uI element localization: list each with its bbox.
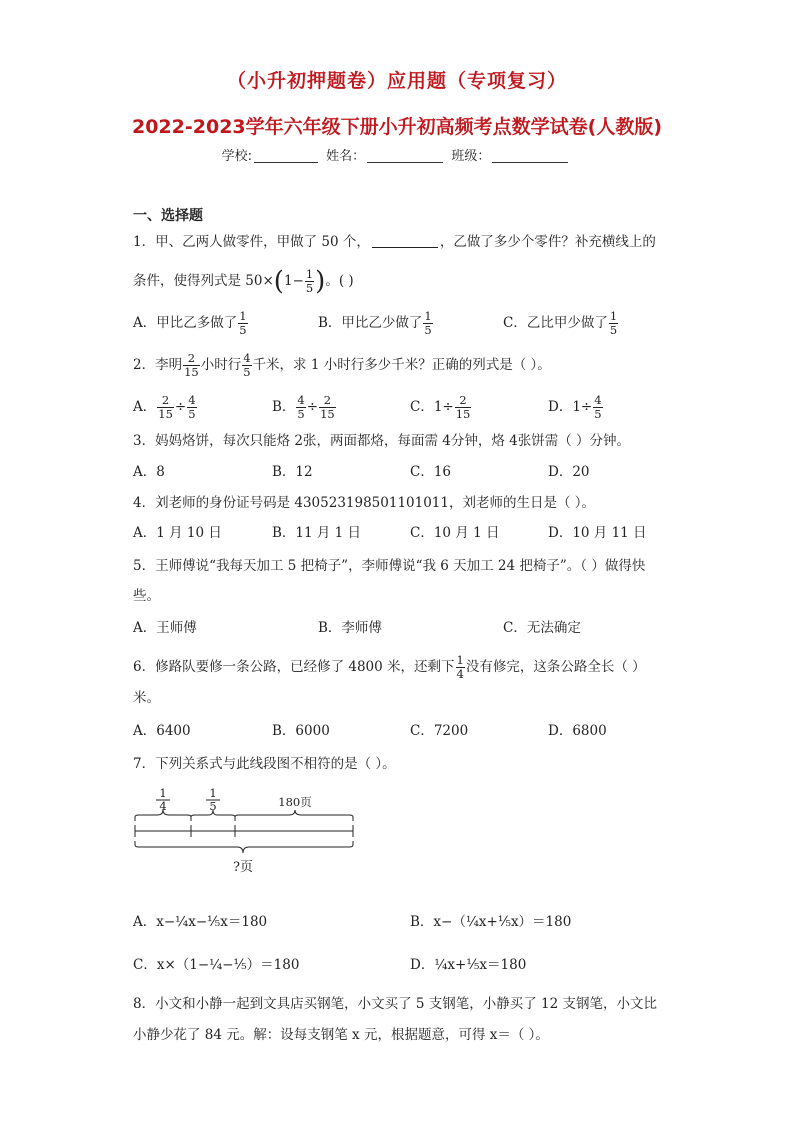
q1-answer-blank[interactable] — [372, 233, 438, 248]
question-6-line-1: 6．修路队要修一条公路，已经修了 4800 米，还剩下 $\frac{1}{4}$ 没有修完，这条公路全长（ ） — [133, 653, 646, 681]
student-info-row — [0, 145, 794, 164]
q6-option-b[interactable]: B．6000 — [272, 723, 330, 739]
q5-option-b[interactable]: B．李师傅 — [318, 620, 382, 636]
q1-option-c[interactable]: C．乙比甲少做了 $\frac{1}{5}$ — [503, 309, 618, 337]
q4-option-a[interactable]: A．1 月 10 日 — [133, 525, 222, 541]
question-6-line-2: 米。 — [133, 690, 160, 706]
brace-total — [135, 841, 353, 853]
question-3: 3．妈妈烙饼，每次只能烙 2张，两面都烙，每面需 4分钟，烙 4张饼需（ ）分钟。 — [133, 433, 631, 449]
q6-option-c[interactable]: C．7200 — [410, 723, 469, 739]
q4-option-d[interactable]: D．10 月 11 日 — [548, 525, 647, 541]
question-5-line-2: 些。 — [133, 588, 160, 604]
q5-option-c[interactable]: C．无法确定 — [503, 620, 581, 636]
q7-option-a[interactable]: A．x−¼x−⅕x＝180 — [133, 914, 268, 930]
q3-option-a[interactable]: A．8 — [133, 464, 165, 480]
q4-option-b[interactable]: B．11 月 1 日 — [272, 525, 362, 541]
q1-option-b[interactable]: B．甲比乙少做了 $\frac{1}{5}$ — [318, 309, 432, 337]
q7-option-c[interactable]: C．x×（1−¼−⅕）＝180 — [133, 957, 300, 973]
q2-option-b[interactable]: B． $\frac{4}{5}$ ÷ $\frac{2}{15}$ — [272, 393, 335, 421]
q6-option-d[interactable]: D．6800 — [548, 723, 607, 739]
diagram-fraction-fifth-num: 1 — [209, 786, 217, 800]
diagram-total-label: ?页 — [233, 860, 253, 875]
q2-option-d[interactable]: D．1÷ $\frac{4}{5}$ — [548, 393, 602, 421]
fraction: $\frac{1}{5}$ — [305, 267, 314, 295]
question-7: 7．下列关系式与此线段图不相符的是（ ）。 — [133, 756, 396, 772]
diagram-fraction-quarter-den: 4 — [159, 799, 167, 813]
question-5-line-1: 5．王师傅说“我每天加工 5 把椅子”，李师傅说“我 6 天加工 24 把椅子”。（ ）做得快 — [133, 558, 646, 574]
q7-option-d[interactable]: D．¼x+⅕x＝180 — [410, 957, 527, 973]
q3-option-d[interactable]: D．20 — [548, 464, 590, 480]
diagram-pages-label: 180页 — [278, 795, 312, 809]
question-1-line-1: 1．甲、乙两人做零件，甲做了 50 个， ，乙做了多少个零件？补充横线上的 — [133, 234, 656, 250]
q1-option-a[interactable]: A．甲比乙多做了 $\frac{1}{5}$ — [133, 309, 247, 337]
q5-option-a[interactable]: A．王师傅 — [133, 620, 197, 636]
q2-option-c[interactable]: C．1÷ $\frac{2}{15}$ — [410, 393, 471, 421]
name-blank[interactable] — [367, 148, 443, 163]
q4-option-c[interactable]: C．10 月 1 日 — [410, 525, 500, 541]
school-blank[interactable] — [254, 148, 318, 163]
q7-option-b[interactable]: B．x−（¼x+⅕x）＝180 — [410, 914, 572, 930]
exam-title: （小升初押题卷）应用题（专项复习） — [226, 70, 567, 92]
q3-option-c[interactable]: C．16 — [410, 464, 452, 480]
line-segment-diagram — [125, 785, 365, 897]
class-blank[interactable] — [492, 148, 568, 163]
question-4: 4．刘老师的身份证号码是 430523198501101011，刘老师的生日是（ ）。 — [133, 495, 596, 511]
q6-option-a[interactable]: A．6400 — [133, 723, 191, 739]
exam-subtitle: 2022-2023学年六年级下册小升初高频考点数学试卷(人教版) — [131, 116, 663, 138]
q3-option-b[interactable]: B．12 — [272, 464, 313, 480]
diagram-fraction-fifth-den: 5 — [209, 799, 217, 813]
question-1-line-2: 条件，使得列式是 50×(1− $\frac{1}{5}$ )。( ) — [133, 266, 354, 297]
school-label: 学校: — [221, 149, 253, 164]
question-8-line-2: 小静少花了 84 元。解：设每支钢笔 x 元，根据题意，可得 x＝（ ）。 — [133, 1027, 549, 1043]
class-label: 班级： — [451, 149, 491, 164]
q2-option-a[interactable]: A． $\frac{2}{15}$ ÷ $\frac{4}{5}$ — [133, 393, 196, 421]
section-title: 一、选择题 — [133, 208, 203, 224]
question-8-line-1: 8．小文和小静一起到文具店买钢笔，小文买了 5 支钢笔，小静买了 12 支钢笔，小文比 — [133, 996, 658, 1012]
name-label: 姓名： — [326, 149, 366, 164]
diagram-fraction-quarter-num: 1 — [159, 786, 167, 800]
question-2: 2．李明 $\frac{2}{15}$ 小时行 $\frac{4}{5}$ 千米，求 1 小时行多少千米？正确的列式是（ ）。 — [133, 351, 551, 379]
brace-pages — [235, 810, 353, 821]
